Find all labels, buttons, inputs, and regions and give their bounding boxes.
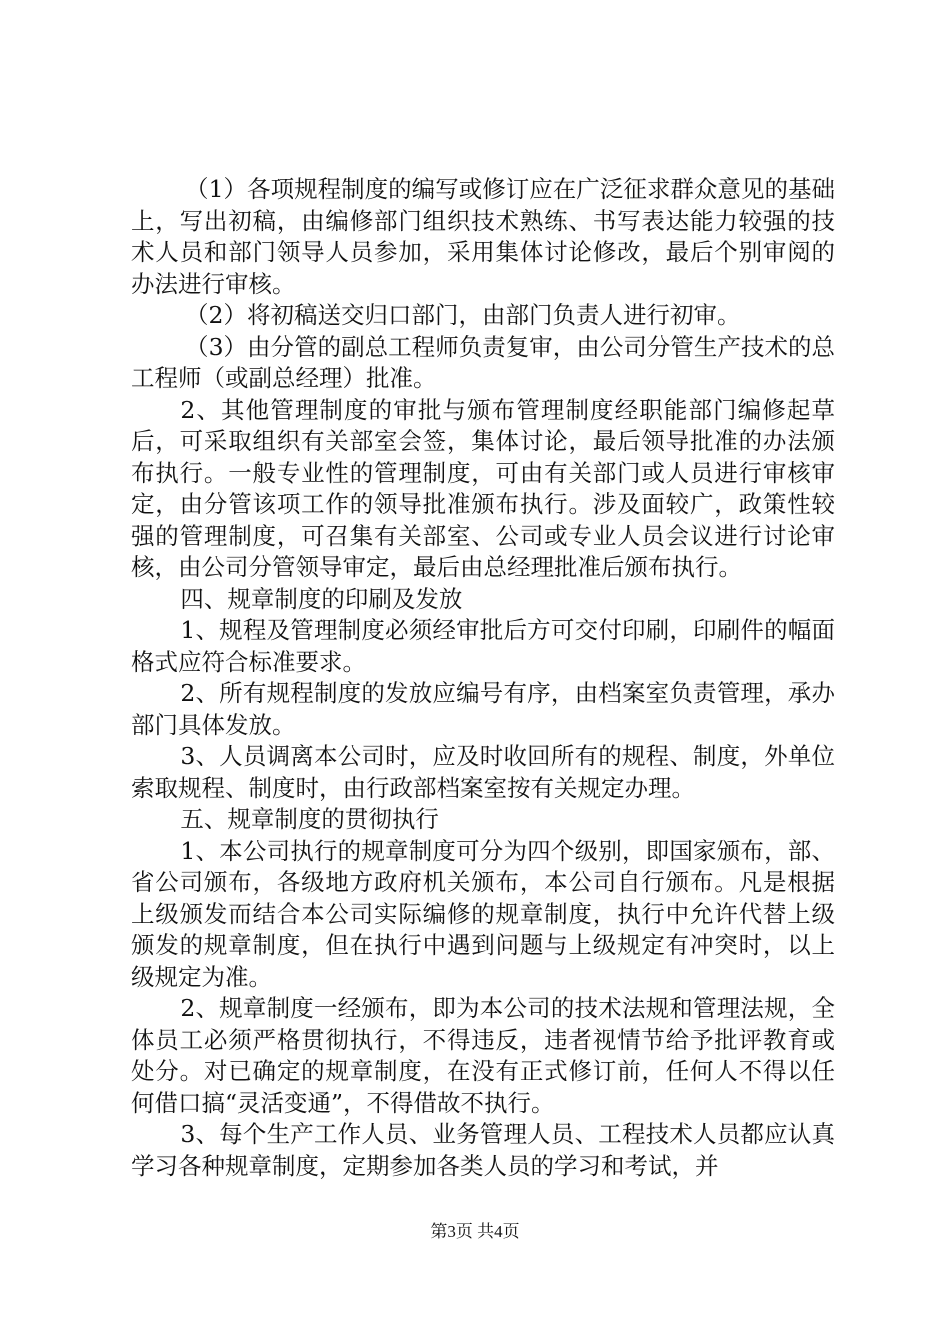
paragraph-review-step-2: （2）将初稿送交归口部门，由部门负责人进行初审。 [185, 301, 741, 329]
paragraph-implementation-1: 1、本公司执行的规章制度可分为四个级别，即国家颁布，部、省公司颁布，各级地方政府机关颁布，本公司自行颁布。凡是根据上级颁发而结合本公司实际编修的规章制度，执行中允许代替上级颁发的规章制度，但在执行中遇到问题与上级规定有冲突时，以上级规定为准。 [131, 836, 835, 991]
section-heading-implementation: 五、规章制度的贯彻执行 [180, 805, 439, 833]
page-footer [0, 1217, 950, 1242]
page-number-label: 第3页 共4页 [430, 1222, 520, 1241]
paragraph-review-step-1: （1）各项规程制度的编写或修订应在广泛征求群众意见的基础上，写出初稿，由编修部门组织技术熟练、书写表达能力较强的技术人员和部门领导人员参加，采用集体讨论修改，最后个别审阅的办法进行审核。 [131, 175, 835, 298]
document-body [131, 174, 835, 1182]
paragraph-printing-3: 3、人员调离本公司时，应及时收回所有的规程、制度，外单位索取规程、制度时，由行政部档案室按有关规定办理。 [131, 742, 835, 802]
paragraph-printing-2: 2、所有规程制度的发放应编号有序，由档案室负责管理，承办部门具体发放。 [131, 679, 835, 739]
section-heading-printing: 四、规章制度的印刷及发放 [180, 584, 463, 613]
paragraph-review-step-3: （3）由分管的副总工程师负责复审，由公司分管生产技术的总工程师（或副总经理）批准。 [131, 332, 835, 392]
paragraph-other-management-rules: 2、其他管理制度的审批与颁布管理制度经职能部门编修起草后，可采取组织有关部室会签，集体讨论，最后领导批准的办法颁布执行。一般专业性的管理制度，可由有关部门或人员进行审核审定，由分管该项工作的领导批准颁布执行。涉及面较广，政策性较强的管理制度，可召集有关部室、公司或专业人员会议进行讨论审核，由公司分管领导审定，最后由总经理批准后颁布执行。 [131, 395, 835, 581]
paragraph-implementation-2: 2、规章制度一经颁布，即为本公司的技术法规和管理法规，全体员工必须严格贯彻执行，不得违反，违者视情节给予批评教育或处分。对已确定的规章制度，在没有正式修订前，任何人不得以任何借口搞“灵活变通”，不得借故不执行。 [131, 994, 835, 1117]
paragraph-implementation-3: 3、每个生产工作人员、业务管理人员、工程技术人员都应认真学习各种规章制度，定期参加各类人员的学习和考试，并 [131, 1120, 835, 1180]
paragraph-printing-1: 1、规程及管理制度必须经审批后方可交付印刷，印刷件的幅面格式应符合标准要求。 [131, 616, 835, 676]
